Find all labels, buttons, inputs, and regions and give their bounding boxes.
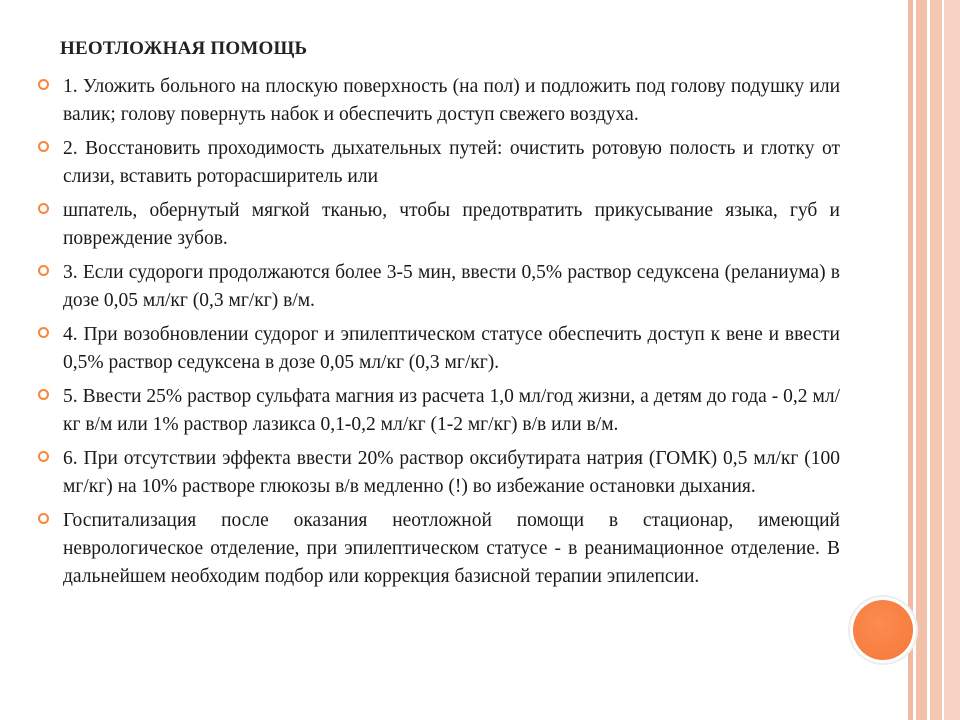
stripe	[930, 0, 942, 720]
stripe	[944, 0, 960, 720]
list-item	[38, 73, 840, 129]
list-item	[38, 321, 840, 377]
list-item	[38, 445, 840, 501]
list-item	[38, 259, 840, 315]
stripe	[916, 0, 927, 720]
list-item-text: 3. Если судороги продолжаются более 3-5 мин, ввести 0,5% раствор седуксена (реланиума) в дозе 0,05 мл/кг (0,3 мг/кг) в/м.	[63, 262, 840, 311]
circle-bullet-icon	[38, 513, 49, 524]
list-item-text: 1. Уложить больного на плоскую поверхность (на пол) и подложить под голову подушку или валик; голову повернуть набок и обеспечить доступ свежего воздуха.	[63, 76, 840, 125]
list-item-text: 2. Восстановить проходимость дыхательных путей: очистить ротовую полость и глотку от слизи, вставить роторасширитель или	[63, 138, 840, 187]
circle-bullet-icon	[38, 79, 49, 90]
circle-bullet-icon	[38, 389, 49, 400]
circle-bullet-icon	[38, 327, 49, 338]
slide-title: НЕОТЛОЖНАЯ ПОМОЩЬ	[60, 38, 308, 59]
circle-bullet-icon	[38, 203, 49, 214]
list-item	[38, 197, 840, 253]
list-item-text: шпатель, обернутый мягкой тканью, чтобы предотвратить прикусывание языка, губ и повреждение зубов.	[63, 200, 840, 249]
list-item-text: 4. При возобновлении судорог и эпилептическом статусе обеспечить доступ к вене и ввести 0,5% раствор седуксена в дозе 0,05 мл/кг (0,3 мг/кг).	[63, 324, 840, 373]
list-item	[38, 507, 840, 591]
list-item-text: 5. Ввести 25% раствор сульфата магния из расчета 1,0 мл/год жизни, а детям до года - 0,2 мл/кг в/м или 1% раствор лазикса 0,1-0,2 мл/кг (1-2 мг/кг) в/в или в/м.	[63, 386, 840, 435]
content-list	[38, 73, 840, 591]
decorative-circle	[853, 600, 913, 660]
list-item-text: Госпитализация после оказания неотложной помощи в стационар, имеющий неврологическое отделение, при эпилептическом статусе - в реанимационное отделение. В дальнейшем необходим подбор или коррекция базисной терапии эпилепсии.	[63, 510, 840, 587]
list-item	[38, 135, 840, 191]
list-item	[38, 383, 840, 439]
decorative-stripes	[908, 0, 960, 720]
list-item-text: 6. При отсутствии эффекта ввести 20% раствор оксибутирата натрия (ГОМК) 0,5 мл/кг (100 мг/кг) на 10% растворе глюкозы в/в медленно (!) во избежание остановки дыхания.	[63, 448, 840, 497]
circle-bullet-icon	[38, 451, 49, 462]
circle-bullet-icon	[38, 265, 49, 276]
circle-bullet-icon	[38, 141, 49, 152]
stripe	[908, 0, 913, 720]
